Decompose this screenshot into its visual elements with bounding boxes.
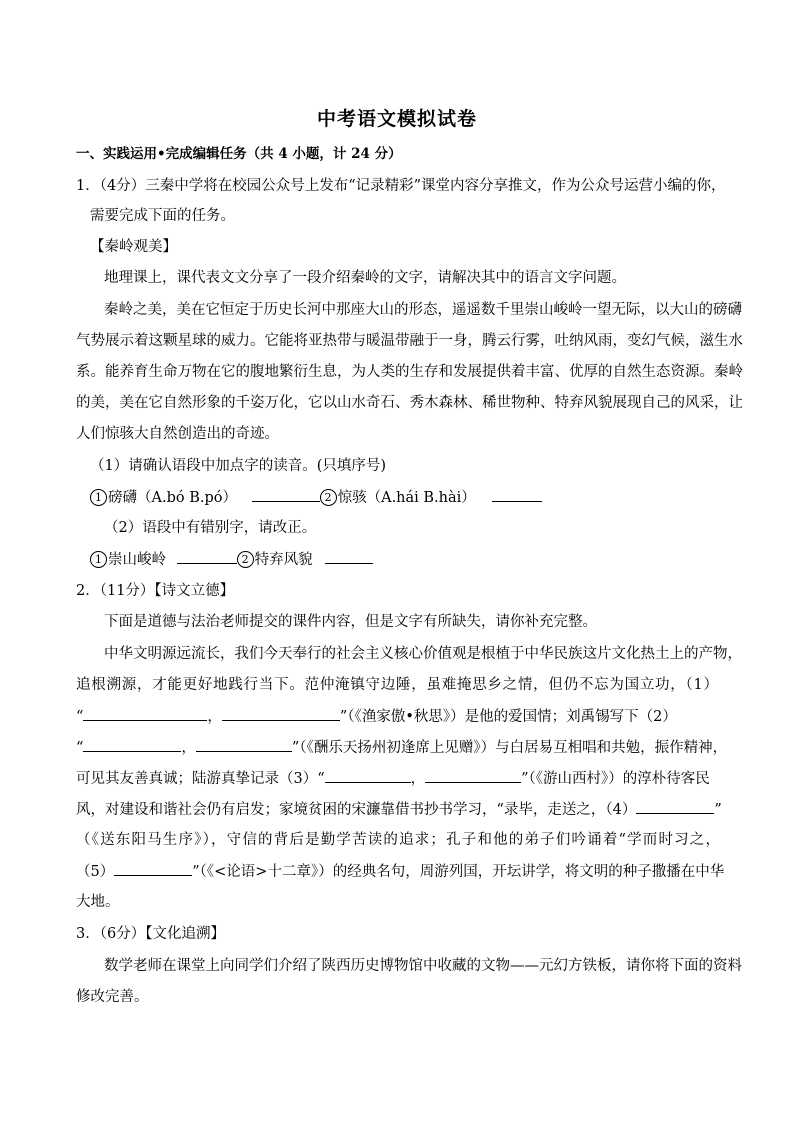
q2-line-8-text: ”（《<论语>十二章》）的经典名句，周游列国，开坛讲学，将文明的种子撒播在中华 bbox=[192, 864, 725, 880]
q2-text-line-5 bbox=[76, 768, 710, 789]
circled-number: 1 bbox=[90, 551, 107, 568]
q2-intro: 下面是道德与法治老师提交的课件内容，但是文字有所缺失，请你补充完整。 bbox=[104, 614, 597, 630]
quote-open: “ bbox=[76, 709, 84, 725]
q2-line-6-text: 风，对建设和谐社会仍有启发；家境贫困的宋濂靠借书抄书学习，“录毕，走送之，（4） bbox=[76, 802, 637, 818]
answer-blank[interactable] bbox=[177, 549, 237, 564]
answer-blank[interactable] bbox=[114, 861, 192, 876]
quote-open: “ bbox=[76, 740, 84, 756]
answer-blank[interactable] bbox=[196, 737, 292, 752]
answer-blank[interactable] bbox=[83, 706, 207, 721]
q1-intro: 地理课上，课代表文文分享了一段介绍秦岭的文字，请解决其中的语言文字问题。 bbox=[104, 270, 626, 286]
q2-text-line-3 bbox=[76, 706, 677, 727]
q1-sub2-item-b: 特弃风貌 bbox=[254, 552, 313, 568]
answer-blank[interactable] bbox=[83, 737, 181, 752]
answer-blank[interactable] bbox=[252, 487, 320, 502]
q2-line-4-text: ”（《酬乐天扬州初逢席上见赠》）与白居易互相唱和共勉，振作精神， bbox=[291, 740, 728, 756]
answer-blank[interactable] bbox=[325, 549, 373, 564]
answer-blank[interactable] bbox=[222, 706, 340, 721]
q2-text-line-8 bbox=[76, 861, 724, 882]
q1-sub1-items bbox=[90, 487, 542, 508]
q1-passage-line-4: 的美，美在它自然形象的千姿万化，它以山水奇石、秀木森林、稀世物种、特弃风貌展现自己的风采，让 bbox=[76, 395, 743, 411]
q2-text-line-4 bbox=[76, 737, 727, 758]
q2-line-5-text-end: ”（《游山西村》）的淳朴待客民 bbox=[521, 771, 710, 787]
quote-close: ” bbox=[714, 802, 722, 818]
q3-text-line-2: 修改完善。 bbox=[76, 989, 149, 1005]
page-title: 中考语文模拟试卷 bbox=[316, 108, 477, 130]
q2-heading: 2．（11分）【诗文立德】 bbox=[76, 583, 235, 599]
q1-sub2-item-a: 崇山峻岭 bbox=[108, 552, 166, 568]
q2-line-3-text: ”（《渔家傲•秋思》）是他的爱国情；刘禹锡写下（2） bbox=[339, 709, 677, 725]
circled-number: 2 bbox=[237, 551, 254, 568]
q2-text-line-1: 中华文明源远流长，我们今天奉行的社会主义核心价值观是根植于中华民族这片文化热土上的产物， bbox=[104, 646, 742, 662]
q1-sub2-items bbox=[90, 549, 373, 570]
q1-passage-line-5: 人们惊骇大自然创造出的奇迹。 bbox=[76, 426, 279, 442]
q2-text-line-6 bbox=[76, 799, 722, 820]
q2-line-8-num: （5） bbox=[76, 864, 115, 880]
q2-text-line-9: 大地。 bbox=[76, 894, 120, 910]
q1-sub1-item-a: 磅礴（A.bó B.pó） bbox=[108, 490, 237, 506]
q1-topic-tag: 【秦岭观美】 bbox=[90, 239, 177, 255]
q1-passage-line-2: 气势展示着这颗星球的威力。它能将亚热带与暖温带融于一身，腾云行雾，吐纳风雨，变幻气候，滋生水 bbox=[76, 333, 743, 349]
q2-text-line-2: 追根溯源，才能更好地践行当下。范仲淹镇守边陲，虽难掩思乡之情，但仍不忘为国立功，（1） bbox=[76, 677, 718, 693]
section-heading: 一、实践运用•完成编辑任务（共 4 小题，计 24 分） bbox=[76, 146, 402, 162]
q3-text-line-1: 数学老师在课堂上向同学们介绍了陕西历史博物馆中收藏的文物——元幻方铁板，请你将下面的资料 bbox=[104, 958, 742, 974]
q3-heading: 3．（6分）【文化追溯】 bbox=[76, 926, 225, 942]
circled-number: 1 bbox=[90, 489, 107, 506]
comma: ， bbox=[181, 740, 196, 756]
q2-text-line-7: （《送东阳马生序》），守信的背后是勤学苦读的追求；孔子和他的弟子们吟诵着“学而时习之， bbox=[76, 832, 720, 848]
q1-sub2-prompt: （2）语段中有错别字，请改正。 bbox=[104, 520, 317, 536]
q1-passage-line-1: 秦岭之美，美在它恒定于历史长河中那座大山的形态，遥遥数千里崇山峻岭一望无际，以大山的磅礴 bbox=[104, 302, 742, 318]
answer-blank[interactable] bbox=[492, 487, 542, 502]
q2-line-5-text: 可见其友善真诚；陆游真挚记录（3）“ bbox=[76, 771, 325, 787]
answer-blank[interactable] bbox=[636, 799, 714, 814]
q1-sub1-item-b: 惊骇（A.hái B.hài） bbox=[337, 490, 476, 506]
answer-blank[interactable] bbox=[425, 768, 521, 783]
answer-blank[interactable] bbox=[325, 768, 411, 783]
q1-sub1-prompt: （1）请确认语段中加点字的读音。(只填序号) bbox=[90, 458, 387, 474]
comma: ， bbox=[207, 709, 222, 725]
q1-heading: 1．（4分）三秦中学将在校园公众号上发布“记录精彩”课堂内容分享推文，作为公众号运营小编的你， bbox=[76, 178, 726, 194]
comma: ， bbox=[410, 771, 426, 787]
q1-heading-cont: 需要完成下面的任务。 bbox=[90, 208, 235, 224]
q1-passage-line-3: 系。能养育生命万物在它的腹地繁衍生息，为人类的生存和发展提供着丰富、优厚的自然生态资源。秦岭 bbox=[76, 364, 743, 380]
circled-number: 2 bbox=[320, 489, 337, 506]
